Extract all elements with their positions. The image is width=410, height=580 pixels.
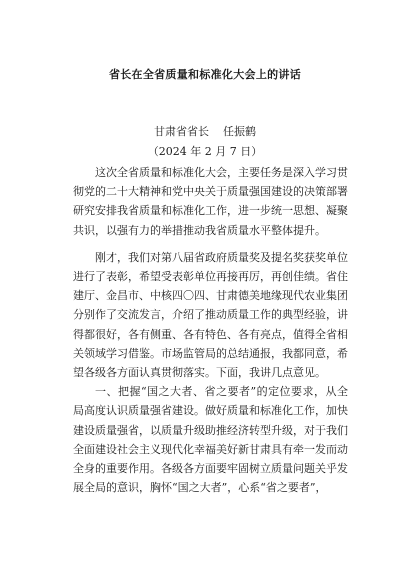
paragraph-commendation: 刚才，我们对第八届省政府质量奖及提名奖获奖单位进行了表彰，希望受表彰单位再接再厉，再创佳绩。省住建厅、金昌市、中核四〇四、甘肃德美地缘现代农业集团分别作了交流发言，介绍了推动质量工作的典型经验，讲得都很好，各有侧重、各有特色、各有亮点，值得全省相关领域学习借鉴。市场监管局的总结通报，我都同意，希望各级各方面认真贯彻落实。下面，我讲几点意见。 xyxy=(73,250,348,380)
paragraph-gap xyxy=(73,240,348,248)
paragraph-intro: 这次全省质量和标准化大会，主要任务是深入学习贯彻党的二十大精神和党中央关于质量强国建设的决策部署研究安排我省质量和标准化工作，进一步统一思想、凝聚共识，以强有力的举措推动我省质量水平整体提升。 xyxy=(73,166,348,237)
author-role: 甘肃省省长 xyxy=(154,125,209,138)
document-title: 省长在全省质量和标准化大会上的讲话 xyxy=(108,68,302,81)
paragraph-section-one: 一、把握“国之大者、省之要者”的定位要求，从全局高度认识质量强省建设。做好质量和标准化工作，加快建设质量强省，以质量升级助推经济转型升级，对于我们全面建设社会主义现代化幸福美好新甘肃具有牵一发而动全身的重要作用。各级各方面要牢固树立质量问题关乎发展全局的意识，胸怀“国之大者”，心系“省之要者”， xyxy=(73,385,348,495)
author-name: 任振鹤 xyxy=(223,125,256,138)
speech-date: （2024 年 2 月 7 日） xyxy=(147,145,263,158)
author-line xyxy=(0,123,410,139)
document-body xyxy=(73,163,348,497)
